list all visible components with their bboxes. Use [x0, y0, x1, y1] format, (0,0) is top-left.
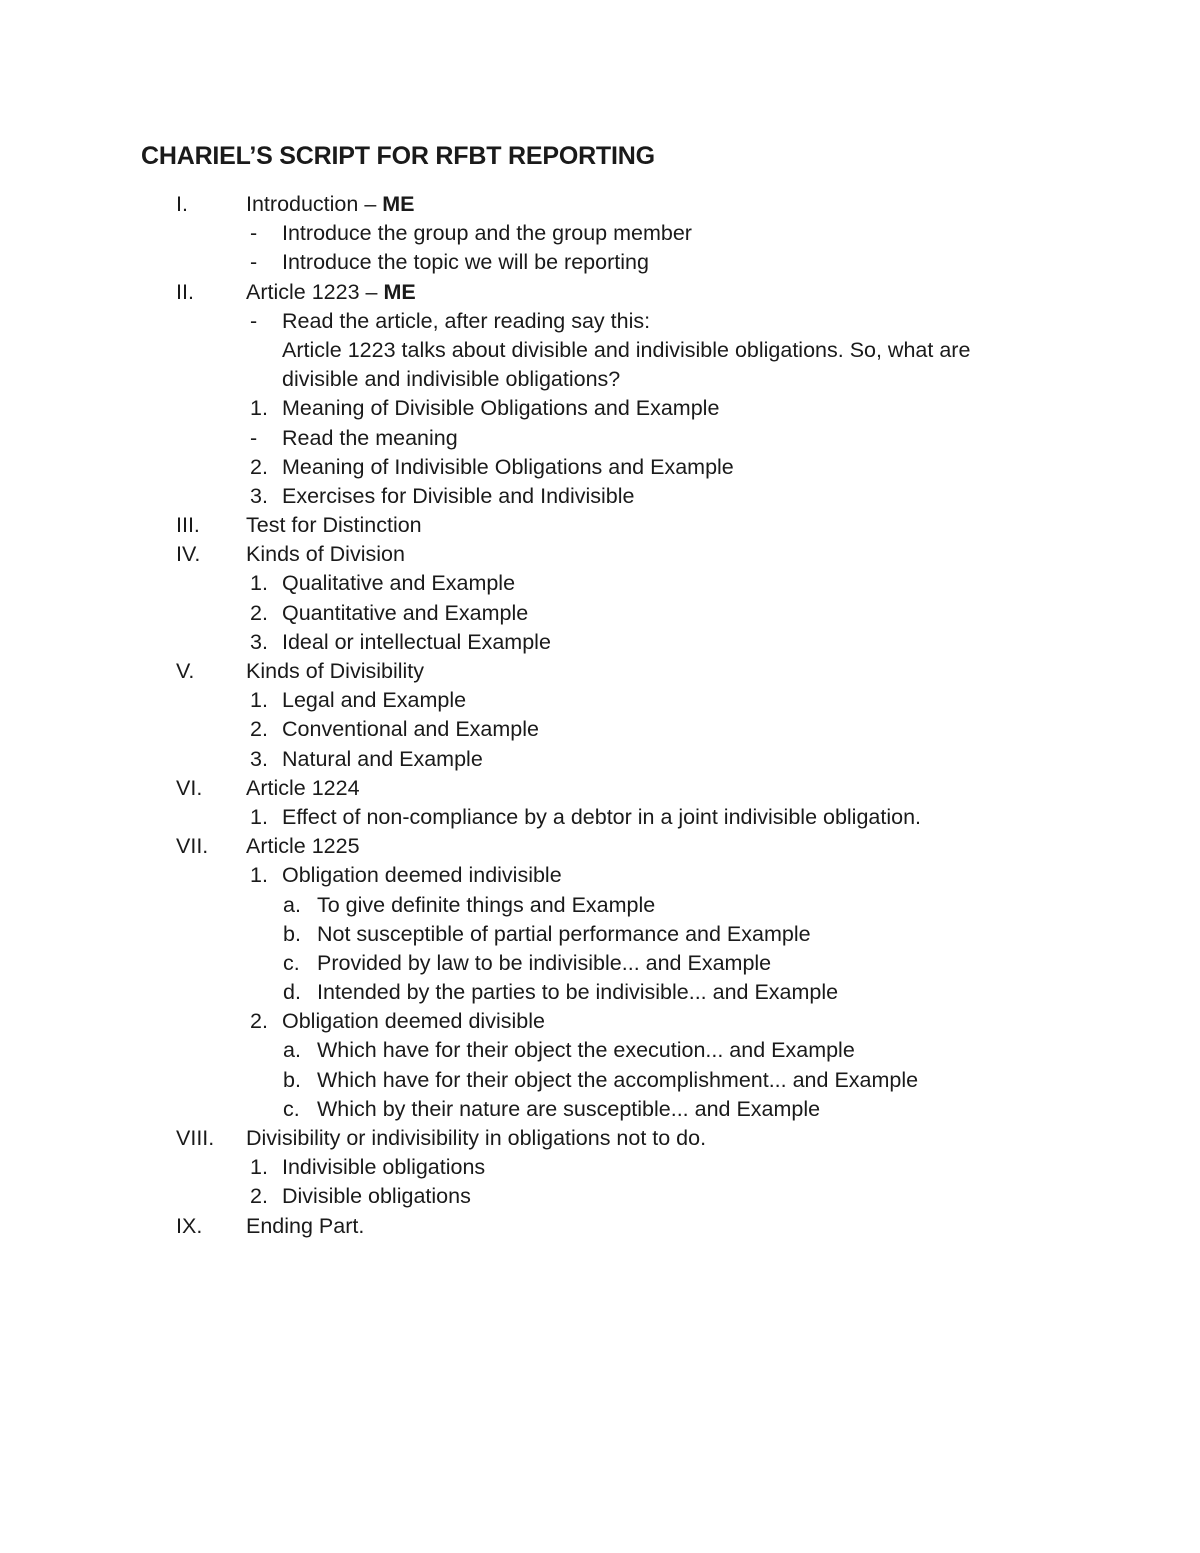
outline-item [0, 891, 1200, 920]
outline-item [0, 628, 1200, 657]
outline-marker: IV. [176, 542, 201, 567]
outline-text-content: Test for Distinction [246, 513, 422, 538]
presenter-tag: ME [382, 192, 415, 216]
outline-marker: 2. [250, 717, 268, 742]
outline-item [0, 832, 1200, 861]
outline-marker: II. [176, 279, 194, 304]
outline-item [0, 920, 1200, 949]
outline-item [0, 1007, 1200, 1036]
outline-item [0, 657, 1200, 686]
outline-text [246, 511, 422, 540]
outline-text [246, 1124, 706, 1153]
outline-item [0, 1036, 1200, 1065]
outline-text [317, 1036, 855, 1065]
outline-text-content: Kinds of Division [246, 542, 405, 567]
outline-text [246, 832, 360, 861]
outline-text [282, 599, 528, 628]
outline-marker: b. [283, 921, 301, 946]
outline-marker: 1. [250, 804, 268, 829]
outline-text-content: Read the article, after reading say this: [282, 308, 651, 333]
outline-marker: 2. [250, 454, 268, 479]
outline-text [282, 453, 734, 482]
outline-text-content: Qualitative and Example [282, 571, 516, 596]
outline-item [0, 745, 1200, 774]
outline-text-content: Provided by law to be indivisible... and Example [317, 950, 772, 975]
outline-text-content: Intended by the parties to be indivisible... and Example [317, 980, 839, 1005]
outline-item [0, 686, 1200, 715]
outline-item [0, 1124, 1200, 1153]
outline-text-content: Conventional and Example [282, 717, 539, 742]
outline-item [0, 511, 1200, 540]
outline-text [282, 715, 539, 744]
outline-marker: c. [283, 1096, 300, 1121]
outline-item [0, 540, 1200, 569]
outline-text-content: Indivisible obligations [282, 1155, 486, 1180]
outline-text-content: Article 1225 [246, 834, 360, 859]
outline-item [0, 190, 1200, 219]
outline-item [0, 394, 1200, 423]
outline-text [282, 1182, 471, 1211]
outline-text [282, 861, 562, 890]
outline-marker: IX. [176, 1213, 203, 1238]
outline-marker: 3. [250, 629, 268, 654]
outline-item [0, 365, 1200, 394]
outline-text-content: Exercises for Divisible and Indivisible [282, 483, 635, 508]
outline-text [282, 219, 692, 248]
outline-text-content: Article 1224 [246, 775, 360, 800]
outline-item [0, 219, 1200, 248]
outline-marker: III. [176, 513, 200, 538]
outline-marker: VIII. [176, 1126, 215, 1150]
outline-marker: 2. [250, 1184, 268, 1209]
outline-item [0, 599, 1200, 628]
outline-marker: a. [283, 1038, 301, 1063]
outline-item [0, 803, 1200, 832]
outline-text [282, 1007, 545, 1036]
outline-marker: 2. [250, 600, 268, 625]
outline-text [317, 949, 771, 978]
outline-marker: V. [176, 659, 195, 683]
outline-text [317, 1066, 918, 1095]
outline-marker: 1. [250, 863, 268, 888]
outline-text-content: Read the meaning [282, 425, 458, 450]
outline-text [282, 628, 551, 657]
outline-item [0, 1153, 1200, 1182]
outline-text [282, 248, 649, 277]
outline-text-content: Legal and Example [282, 688, 467, 713]
outline-marker: VI. [176, 775, 203, 800]
outline-text-content: Divisible obligations [282, 1184, 471, 1209]
outline-list [0, 190, 1200, 1241]
outline-marker: 2. [250, 1009, 268, 1034]
outline-text-content: Article 1223 talks about divisible and indivisible obligations. So, what are [282, 337, 971, 362]
outline-text-content: Which have for their object the accomplishment... and Example [317, 1067, 919, 1092]
outline-item [0, 424, 1200, 453]
outline-item [0, 861, 1200, 890]
outline-text-content: Natural and Example [282, 746, 483, 771]
outline-marker: d. [283, 980, 301, 1005]
outline-text [317, 1095, 820, 1124]
presenter-tag: ME [383, 279, 416, 304]
outline-marker: c. [283, 950, 300, 975]
outline-text [282, 569, 515, 598]
outline-marker: I. [176, 192, 188, 216]
outline-marker: - [250, 250, 258, 275]
outline-text-content: Divisibility or indivisibility in obligations not to do. [246, 1126, 707, 1150]
outline-item [0, 1095, 1200, 1124]
outline-text-content: Article 1223 – [246, 279, 384, 304]
outline-text [246, 774, 360, 803]
outline-text-content: Ending Part. [246, 1213, 365, 1238]
outline-marker: 1. [250, 571, 268, 596]
outline-text [246, 190, 415, 219]
outline-item [0, 569, 1200, 598]
outline-text [282, 803, 921, 832]
outline-text [282, 307, 650, 336]
outline-item [0, 248, 1200, 277]
outline-text-content: Not susceptible of partial performance and Example [317, 921, 811, 946]
outline-text [317, 920, 811, 949]
outline-text-content: To give definite things and Example [317, 892, 656, 917]
outline-item [0, 336, 1200, 365]
outline-text-content: Meaning of Divisible Obligations and Example [282, 396, 720, 421]
outline-item [0, 1066, 1200, 1095]
outline-item [0, 453, 1200, 482]
outline-text-content: Obligation deemed divisible [282, 1009, 545, 1034]
outline-text [317, 978, 838, 1007]
outline-item [0, 715, 1200, 744]
page-title: CHARIEL’S SCRIPT FOR RFBT REPORTING [141, 142, 655, 170]
outline-marker: 3. [250, 746, 268, 771]
outline-marker: - [250, 221, 258, 246]
outline-text-content: Effect of non-compliance by a debtor in a joint indivisible obligation. [282, 804, 922, 829]
outline-text [282, 336, 970, 365]
outline-text-content: Which by their nature are susceptible... and Example [317, 1096, 821, 1121]
outline-marker: - [250, 308, 258, 333]
outline-item [0, 1212, 1200, 1241]
outline-item [0, 482, 1200, 511]
outline-text [282, 686, 466, 715]
outline-item [0, 307, 1200, 336]
outline-item [0, 1182, 1200, 1211]
outline-text [282, 482, 635, 511]
outline-text-content: divisible and indivisible obligations? [282, 367, 621, 392]
outline-text [246, 278, 416, 307]
outline-text-content: Quantitative and Example [282, 600, 529, 625]
outline-text [282, 394, 719, 423]
outline-marker: VII. [176, 834, 209, 859]
outline-marker: 1. [250, 1155, 268, 1180]
outline-item [0, 278, 1200, 307]
outline-marker: 1. [250, 688, 268, 713]
outline-text-content: Introduce the group and the group member [282, 221, 692, 246]
outline-text [246, 657, 424, 686]
outline-text-content: Ideal or intellectual Example [282, 629, 551, 654]
outline-item [0, 949, 1200, 978]
outline-text [317, 891, 655, 920]
outline-item [0, 774, 1200, 803]
outline-text-content: Kinds of Divisibility [246, 659, 425, 683]
outline-marker: 1. [250, 396, 268, 421]
outline-text-content: Introduction – [246, 192, 383, 216]
outline-text [246, 1212, 364, 1241]
outline-text-content: Which have for their object the execution... and Example [317, 1038, 855, 1063]
outline-text [282, 365, 620, 394]
outline-marker: b. [283, 1067, 301, 1092]
outline-text [282, 424, 458, 453]
outline-marker: - [250, 425, 258, 450]
outline-text-content: Obligation deemed indivisible [282, 863, 562, 888]
outline-text-content: Introduce the topic we will be reporting [282, 250, 649, 275]
outline-marker: 3. [250, 483, 268, 508]
outline-text [282, 745, 483, 774]
outline-marker: a. [283, 892, 301, 917]
outline-text-content: Meaning of Indivisible Obligations and Example [282, 454, 734, 479]
outline-text [282, 1153, 485, 1182]
outline-text [246, 540, 405, 569]
outline-item [0, 978, 1200, 1007]
